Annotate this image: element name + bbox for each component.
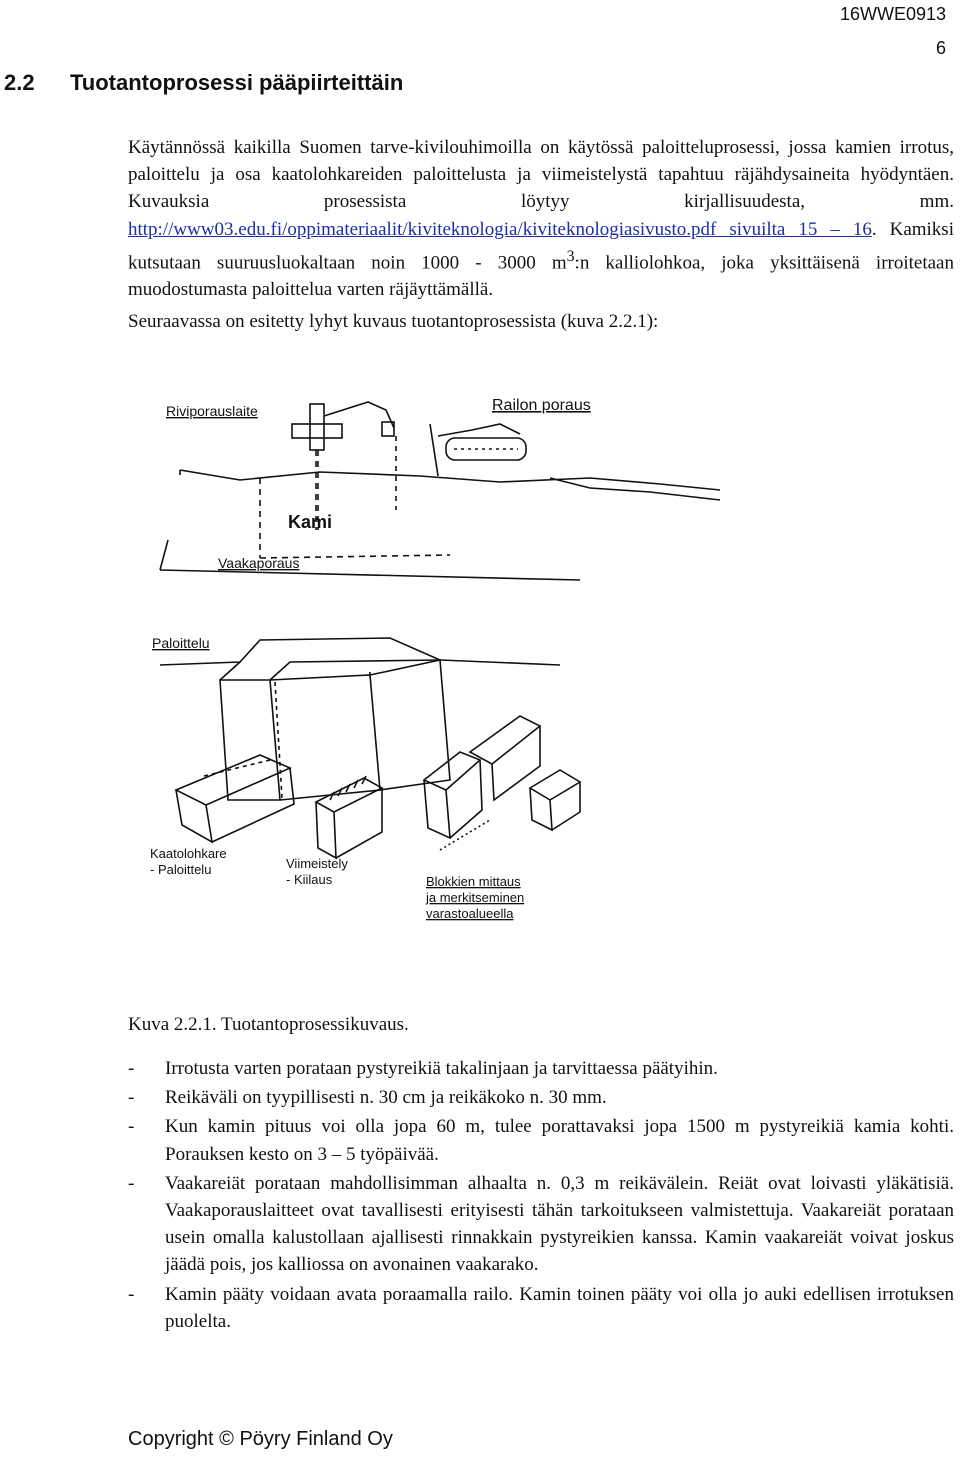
bullet-dash: - — [128, 1116, 135, 1138]
list-item — [128, 1113, 954, 1167]
label-paloittelu: Paloittelu — [152, 635, 210, 651]
lead-paragraph: Seuraavassa on esitetty lyhyt kuvaus tuotantoprosessista (kuva 2.2.1): — [128, 311, 659, 332]
footer-copyright: Copyright © Pöyry Finland Oy — [128, 1428, 393, 1450]
process-figure — [120, 380, 840, 1000]
measured-blocks — [424, 716, 580, 850]
bullet-dash: - — [128, 1283, 135, 1305]
document-id: 16WWE0913 — [839, 4, 946, 24]
section-heading — [0, 70, 403, 96]
reference-link[interactable]: http://www03.edu.fi/oppimateriaalit/kiviteknologia/kiviteknologiasivusto.pdf sivuilta 15 – 16 — [128, 218, 872, 240]
list-item-text: Irrotusta varten porataan pystyreikiä takalinjaan ja tarvittaessa päätyihin. — [165, 1058, 718, 1079]
unit-superscript: 3 — [566, 247, 575, 265]
label-kaatolohkare: Kaatolohkare — [150, 846, 227, 861]
label-viimeistely-kiilaus: - Kiilaus — [286, 872, 333, 887]
label-riviporauslaite: Riviporauslaite — [166, 403, 258, 419]
bullet-dash: - — [128, 1058, 135, 1079]
list-item — [128, 1055, 954, 1082]
intro-text-2: . Kamiksi kutsutaan suuruusluokaltaan noin 1000 - 3000 m — [128, 218, 954, 274]
drilling-scene — [160, 402, 720, 580]
label-blokkien-mittaus: Blokkien mittaus — [426, 874, 521, 889]
list-item — [128, 1084, 954, 1111]
bullet-dash: - — [128, 1172, 135, 1194]
wedging-block — [316, 776, 382, 858]
label-viimeistely: Viimeistely — [286, 856, 348, 871]
section-number: 2.2 — [4, 70, 35, 95]
intro-text-1: Käytännössä kaikilla Suomen tarve-kivilouhimoilla on käytössä paloitteluprosessi, jossa kamien irrotus, paloittelu ja osa kaatolohkareiden paloittelusta ja viimeistelystä tapahtuu räjähdysaineita hyödyntäen. Kuvauksia prosessista löytyy kirjallisuudesta, mm. — [128, 137, 954, 213]
page-number: 6 — [935, 38, 946, 58]
label-kami: Kami — [288, 512, 333, 532]
list-item-text: Kamin pääty voidaan avata poraamalla railo. Kamin toinen pääty voi olla jo auki edellisen irrotuksen puolelta. — [165, 1283, 954, 1332]
label-merkitseminen: ja merkitseminen — [426, 890, 525, 905]
figure-caption: Kuva 2.2.1. Tuotantoprosessikuvaus. — [128, 1014, 409, 1035]
intro-paragraph — [128, 134, 954, 304]
list-item-text: Reikäväli on tyypillisesti n. 30 cm ja reikäkoko n. 30 mm. — [165, 1087, 607, 1109]
label-kaatolohkare-paloittelu: - Paloittelu — [150, 862, 212, 877]
process-illustration — [120, 380, 840, 1000]
bullet-list — [128, 1055, 954, 1337]
splitting-scene — [160, 638, 560, 800]
fallen-block — [176, 755, 294, 842]
label-railon-poraus: Railon poraus — [492, 397, 591, 414]
list-item-text: Vaakareiät porataan mahdollisimman alhaalta n. 0,3 m reikävälein. Reiät ovat loivasti yläkätisiä. Vaakaporauslaitteet ovat tavallisesti erityisesti tähän tarkoitukseen valmistettuja. Vaakareiät porataan usein omalla kalustollaan ajallisesti rinnakkain pystyreikien kanssa. Kamin vaakareiät voivat joskus jäädä pois, jos kalliossa on avonainen vaakarako. — [165, 1172, 954, 1276]
intro-text-3: :n kalliolohkoa, joka yksittäisenä irroitetaan muodostumasta paloittelua varten räjäyttämällä. — [128, 252, 954, 301]
label-varastoalueella: varastoalueella — [426, 906, 514, 921]
list-item-text: Kun kamin pituus voi olla jopa 60 m, tulee porattavaksi jopa 1500 m pystyreikiä kamia kohti. Porauksen kesto on 3 – 5 työpäivää. — [165, 1116, 954, 1165]
section-title: Tuotantoprosessi pääpiirteittäin — [70, 70, 404, 95]
list-item — [128, 1281, 954, 1335]
bullet-dash: - — [128, 1087, 135, 1109]
list-item — [128, 1170, 954, 1279]
label-vaakaporaus: Vaakaporaus — [218, 555, 300, 571]
